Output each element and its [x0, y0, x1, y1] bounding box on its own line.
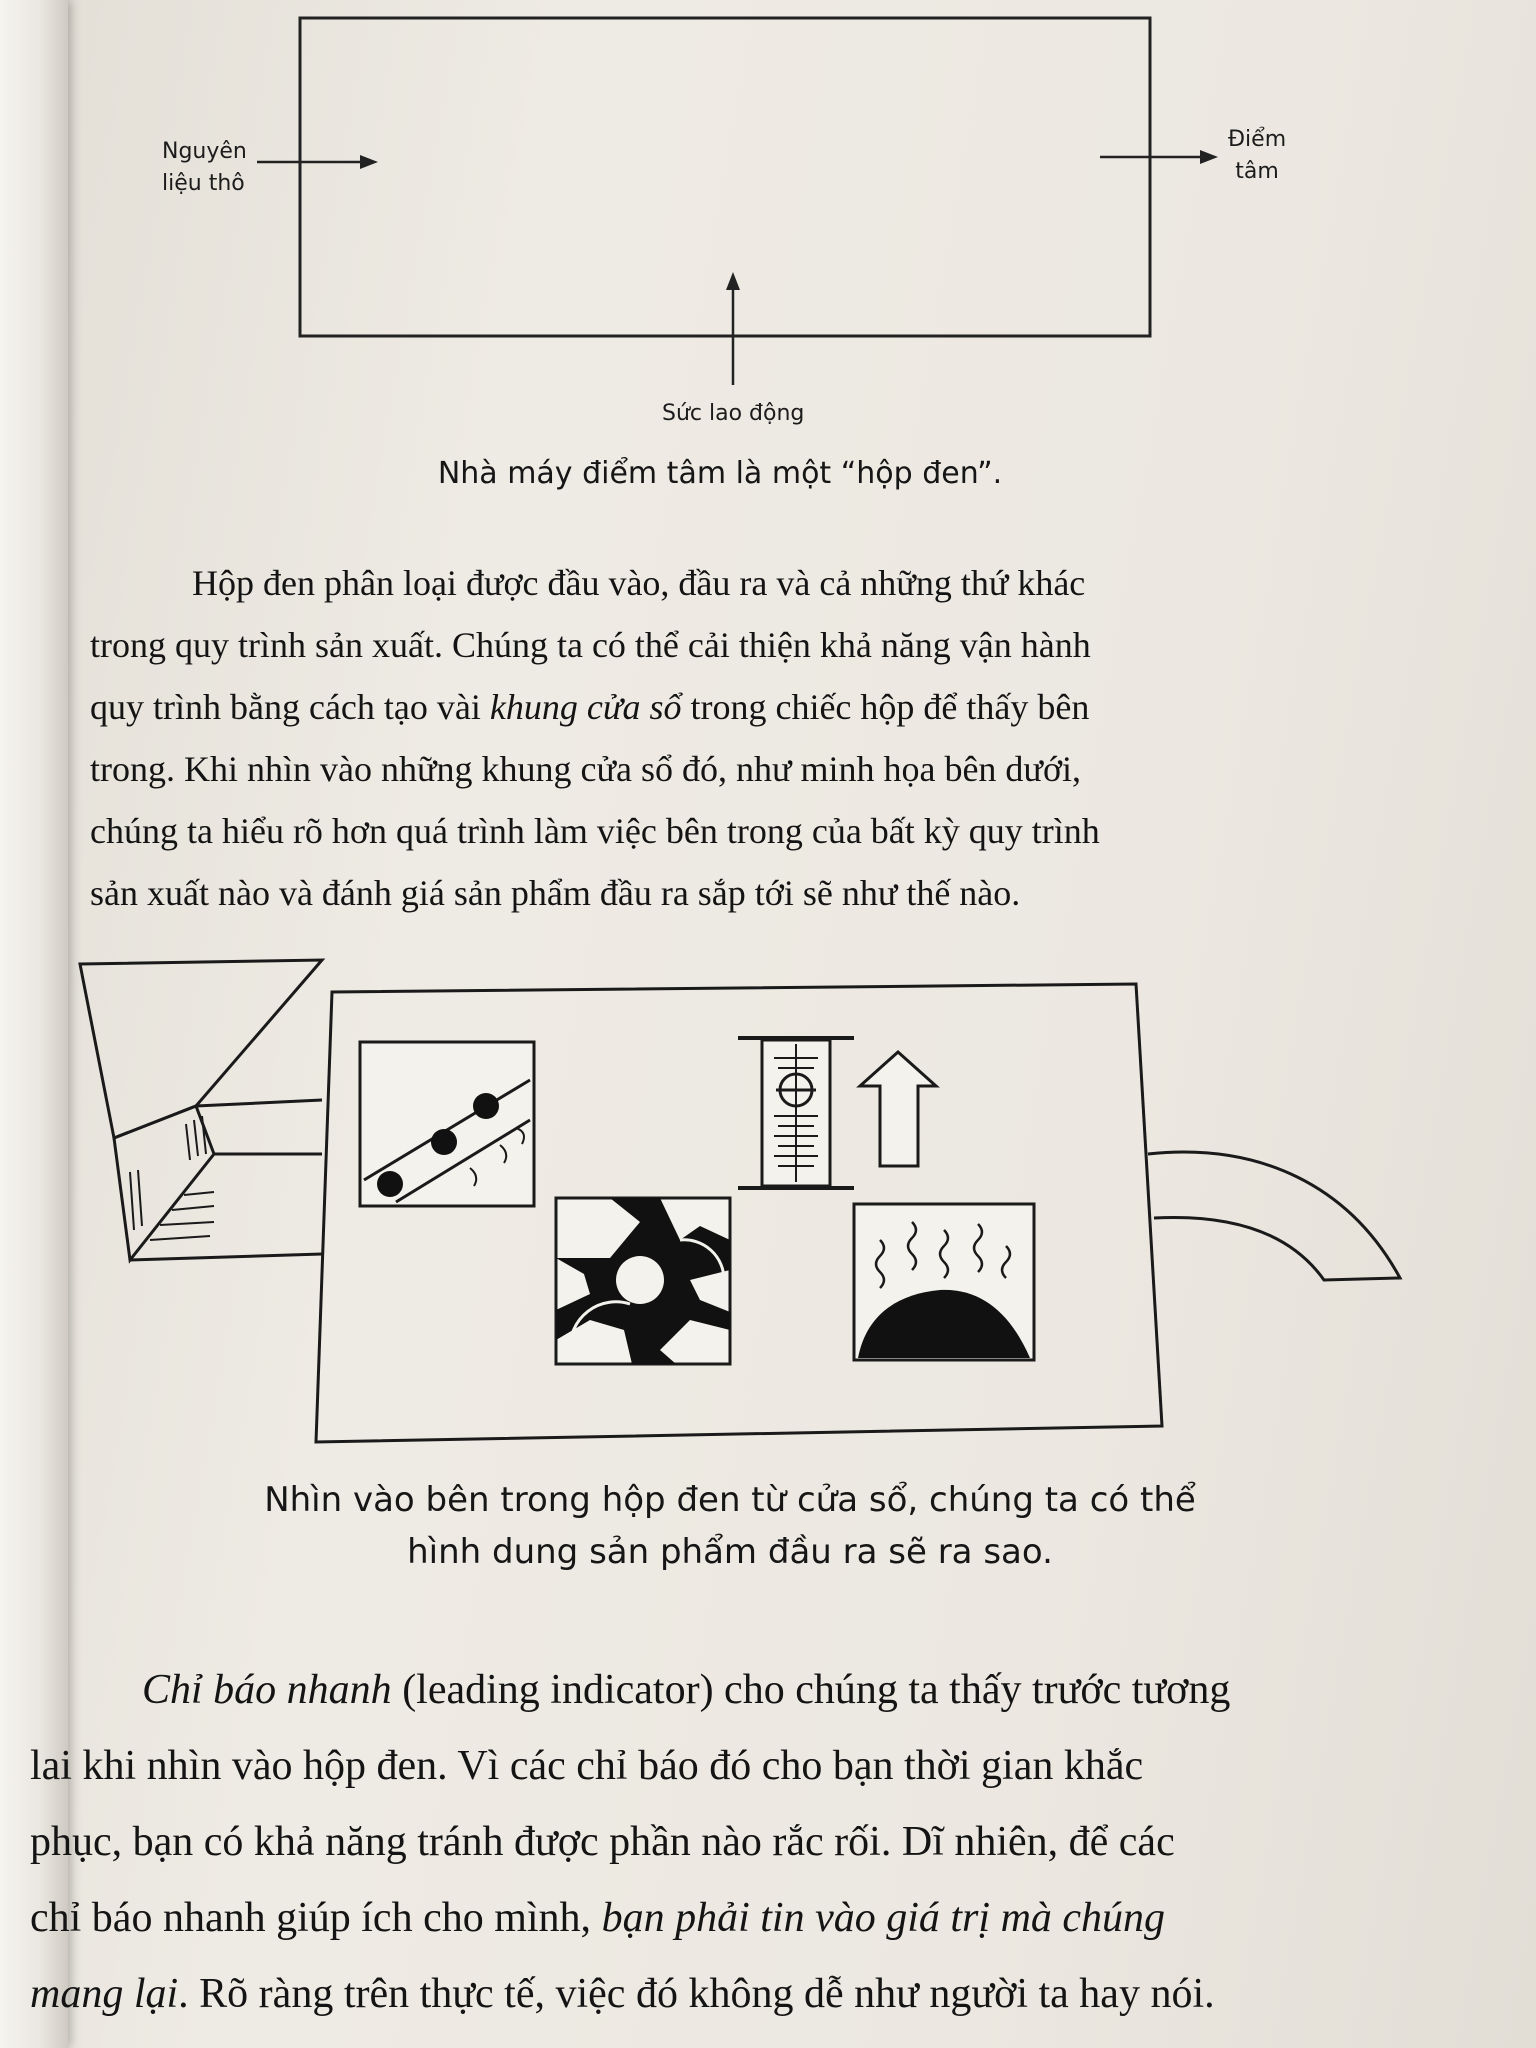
p2-line-1: Chỉ báo nhanh (leading indicator) cho chúng ta thấy trước tương [142, 1667, 1231, 1713]
emphasis-khung-cua-so: khung cửa sổ [489, 687, 682, 727]
input-arrow-icon [360, 155, 378, 169]
p1-line-4: trong. Khi nhìn vào những khung cửa sổ đó, như minh họa bên dưới, [90, 749, 1081, 789]
emphasis-tin-vao-gia-tri: bạn phải tin vào giá trị mà chúng [601, 1895, 1166, 1941]
gears-window [556, 1198, 730, 1364]
p2-line-2: lai khi nhìn vào hộp đen. Vì các chỉ báo đó cho bạn thời gian khắc [30, 1743, 1144, 1789]
diagram1-caption: Nhà máy điểm tâm là một “hộp đen”. [437, 456, 1003, 491]
p2-line-4: chỉ báo nhanh giúp ích cho mình, bạn phải tin vào giá trị mà chúng [30, 1895, 1166, 1941]
rolling-balls-window [360, 1042, 534, 1206]
p1-line-2: trong quy trình sản xuất. Chúng ta có thể cải thiện khả năng vận hành [90, 625, 1091, 665]
p1-line-3: quy trình bằng cách tạo vài khung cửa sổ trong chiếc hộp để thấy bên [90, 687, 1090, 727]
p1-line-1: Hộp đen phân loại được đầu vào, đầu ra và cả những thứ khác [192, 563, 1086, 603]
up-arrow-icon [860, 1052, 936, 1166]
output-arrow-icon [1200, 150, 1218, 164]
p2-line-5: mang lại. Rõ ràng trên thực tế, việc đó không dễ như người ta hay nói. [30, 1971, 1215, 2017]
labor-label: Sức lao động [662, 401, 805, 426]
labor-arrow-icon [726, 272, 740, 290]
diagram2-caption: Nhìn vào bên trong hộp đen từ cửa sổ, chúng ta có thể hình dung sản phẩm đầu ra sẽ ra sao. [264, 1480, 1196, 1572]
windows-diagram [0, 940, 1536, 1460]
black-box-rect [300, 18, 1150, 336]
output-chute-icon [1148, 1152, 1400, 1280]
paragraph-1 [90, 552, 1100, 924]
p2-line-3: phục, bạn có khả năng tránh được phần nào rắc rối. Dĩ nhiên, để các [30, 1819, 1175, 1865]
hopper-icon [80, 960, 322, 1260]
gauge-window [738, 1038, 854, 1188]
output-label: Điểm tâm [1228, 127, 1287, 184]
emphasis-chi-bao-nhanh: Chỉ báo nhanh [142, 1667, 392, 1713]
black-box-diagram [0, 0, 1536, 460]
p1-line-6: sản xuất nào và đánh giá sản phẩm đầu ra sắp tới sẽ như thế nào. [90, 873, 1021, 913]
input-label: Nguyên liệu thô [162, 139, 247, 196]
emphasis-mang-lai: mang lại [30, 1971, 179, 2017]
paragraph-2 [30, 1652, 1230, 2032]
p1-line-5: chúng ta hiểu rõ hơn quá trình làm việc bên trong của bất kỳ quy trình [90, 811, 1100, 851]
steaming-pile-window [854, 1204, 1034, 1360]
